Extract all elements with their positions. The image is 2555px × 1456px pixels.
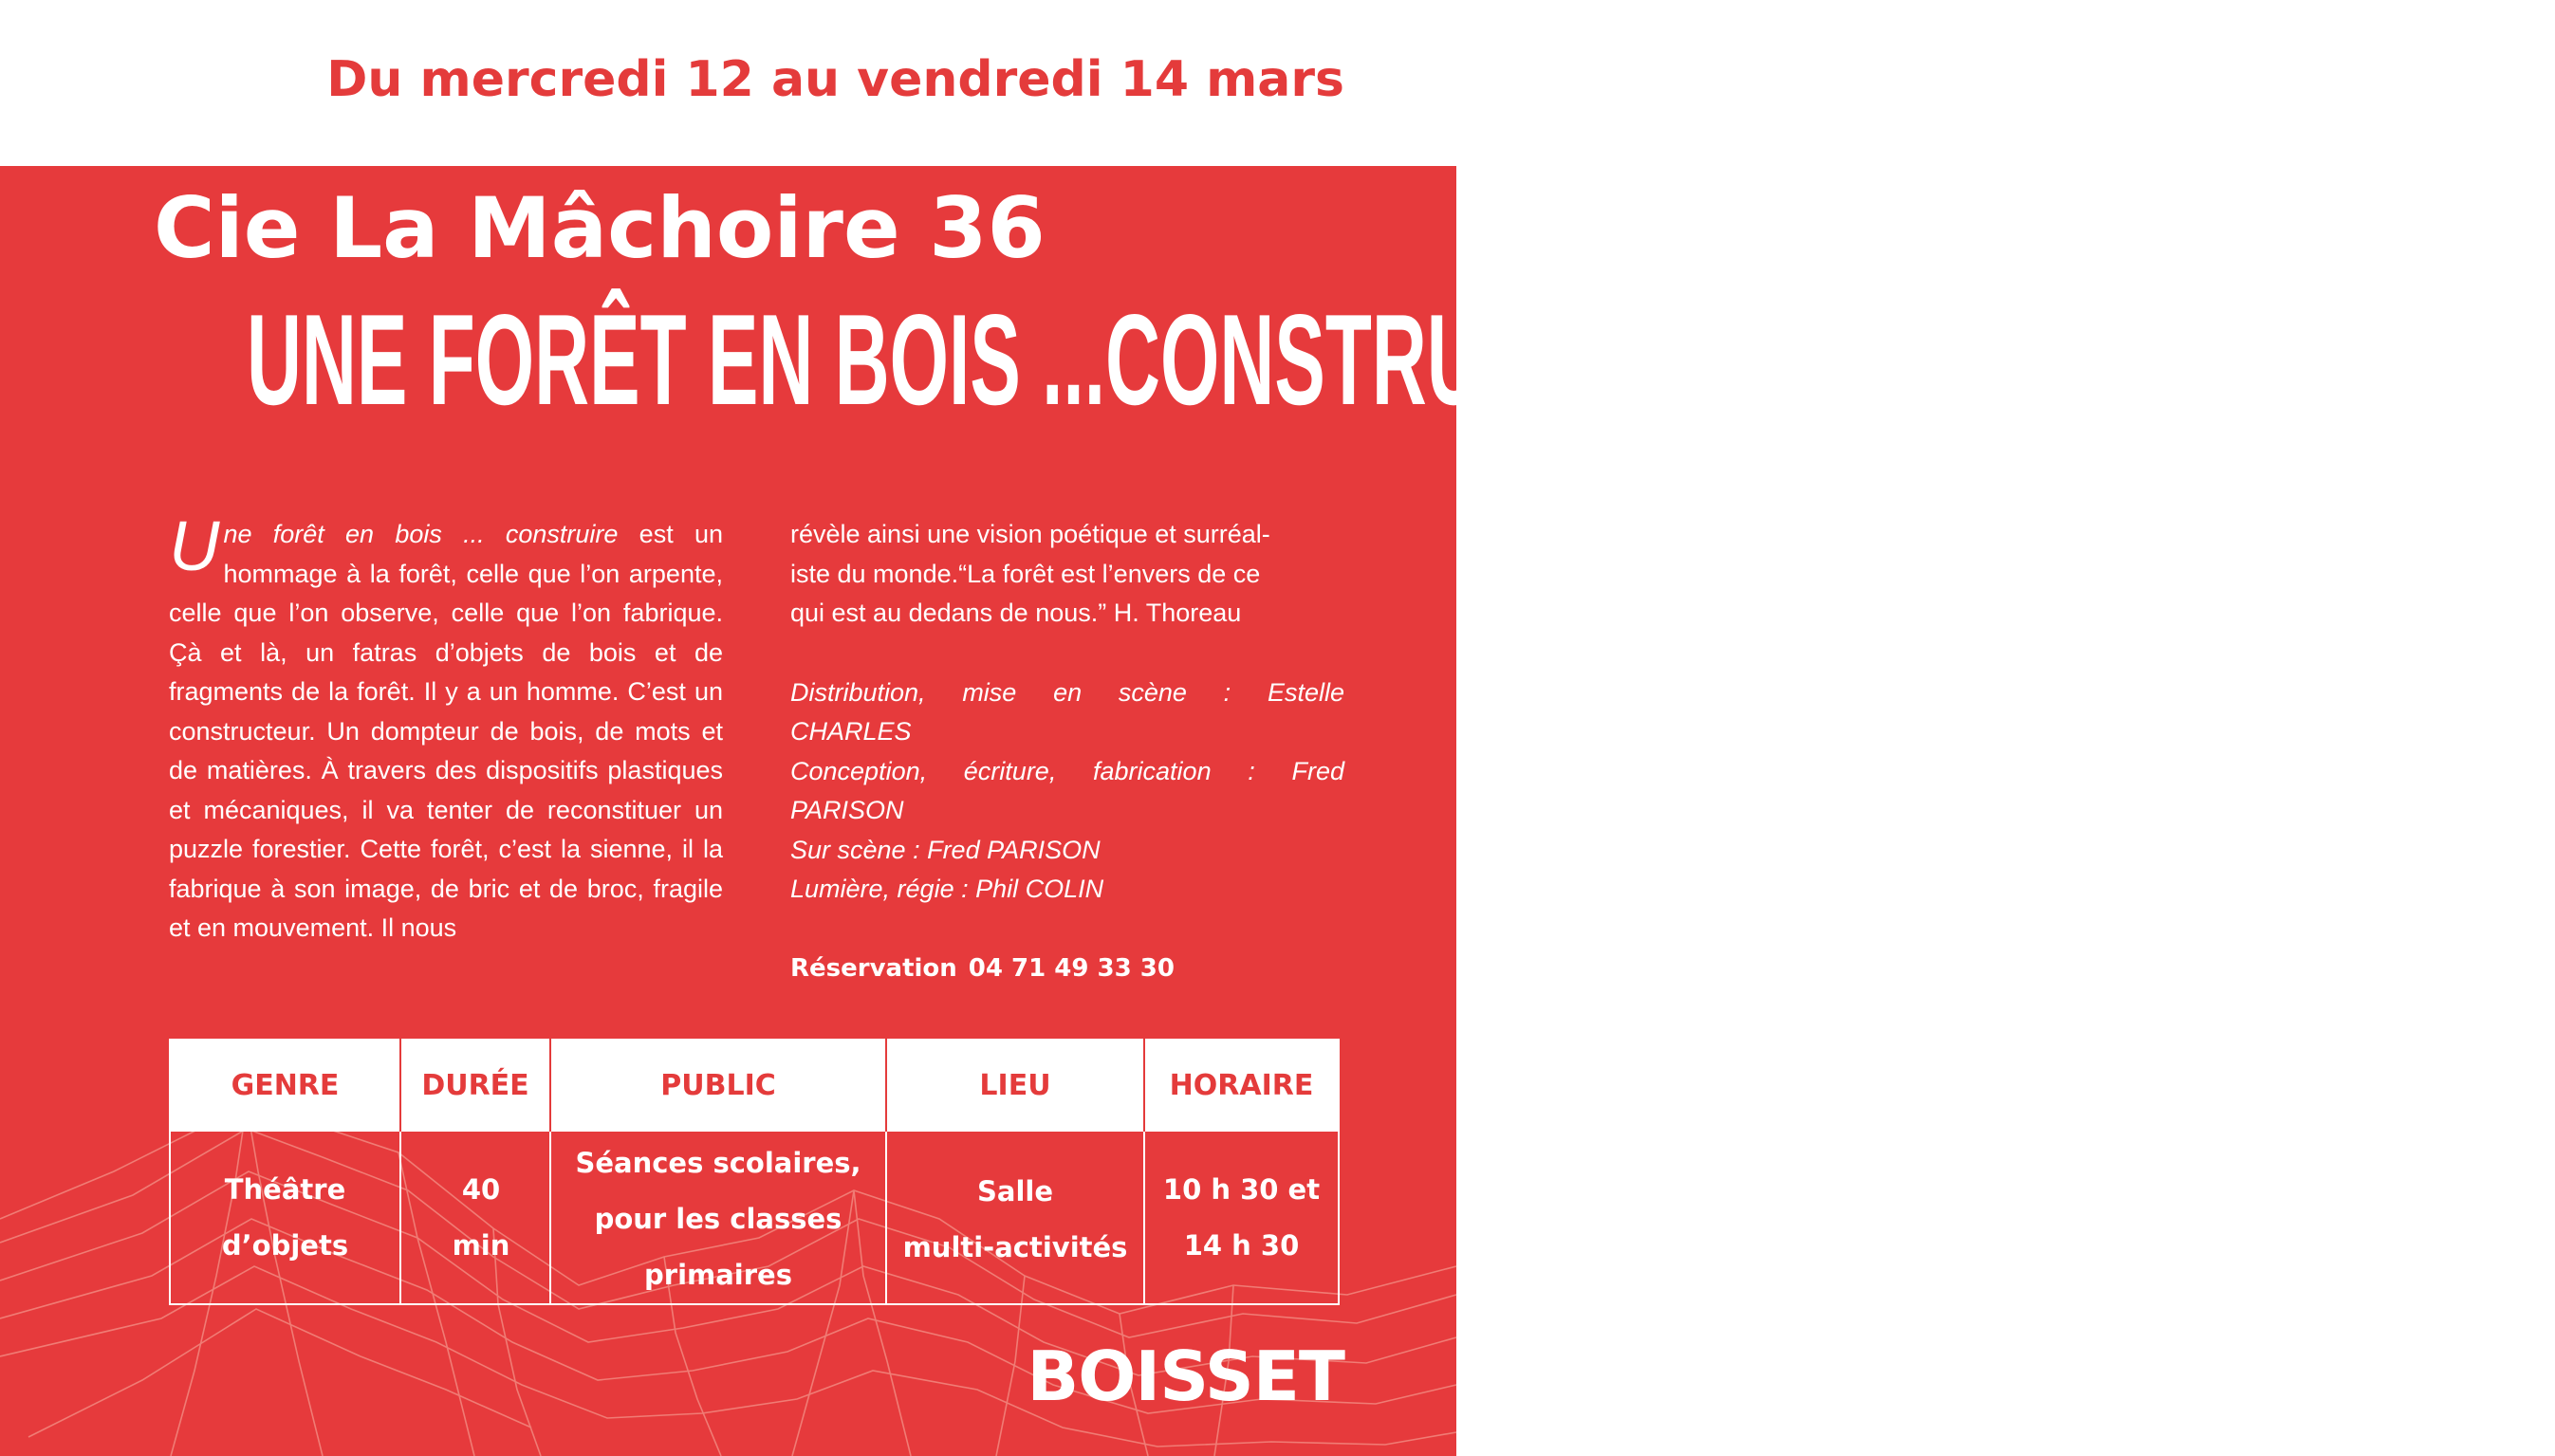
cell-duree (400, 1131, 550, 1304)
header-public: PUBLIC (550, 1040, 886, 1131)
header-duree: DURÉE (400, 1040, 550, 1131)
credit-conception-name: PARISON (790, 796, 904, 824)
reservation (790, 949, 1344, 989)
company-name: Cie La Mâchoire 36 (154, 179, 1046, 277)
header-horaire: HORAIRE (1144, 1040, 1339, 1131)
credit-conception: Conception, écriture, fabrication : Fred (790, 756, 1344, 785)
description-right-column (790, 515, 1344, 988)
cell-genre (170, 1131, 400, 1304)
header-genre: GENRE (170, 1040, 400, 1131)
duree-line-2: min (452, 1229, 510, 1262)
info-table-header-row (170, 1040, 1339, 1131)
show-title-text: UNE FORÊT EN BOIS ...CONSTRUIRE (247, 287, 1609, 432)
lieu-line-1: Salle (976, 1175, 1053, 1207)
public-line-2: pour les classes (594, 1203, 842, 1235)
genre-line-1: Théâtre (224, 1173, 346, 1206)
venue-name: BOISSET (1027, 1336, 1344, 1416)
show-title (247, 287, 1609, 432)
event-dates: Du mercredi 12 au vendredi 14 mars (326, 51, 1344, 108)
horaire-line-1: 10 h 30 et (1162, 1173, 1321, 1206)
cell-horaire (1144, 1131, 1339, 1304)
cell-lieu (886, 1131, 1144, 1304)
cell-public (550, 1131, 886, 1304)
reservation-label: Réservation (790, 953, 957, 983)
description-left-column (169, 507, 723, 949)
credits (790, 673, 1344, 910)
credit-lighting: Lumière, régie : Phil COLIN (790, 875, 1104, 903)
drop-cap: U (169, 507, 220, 585)
description-body: est un hommage à la forêt, celle que l’on arpente, celle que l’on observe, celle que l’on fabrique. Çà et là, un fatras d’objets de bois et de fragments de la forêt. Il y a un homme. C’est un constructeur. Un dompteur de bois, de mots et de matières. À travers des dispositifs plastiques et mécaniques, il va tenter de reconstituer un puzzle forestier. Cette forêt, c’est la sienne, il la fabrique à son image, de bric et de broc, fragile et en mouvement. Il nous (169, 520, 723, 942)
public-line-3: primaires (644, 1259, 792, 1291)
description-continuation-2: iste du monde.“La forêt est l’envers de ce (790, 559, 1261, 588)
credit-distribution: Distribution, mise en scène : Estelle (790, 677, 1344, 707)
reservation-phone[interactable]: 04 71 49 33 30 (968, 953, 1175, 983)
description-continuation-3: qui est au dedans de nous.” H. Thoreau (790, 599, 1242, 627)
duree-line-1: 40 (461, 1173, 501, 1206)
genre-line-2: d’objets (221, 1229, 349, 1262)
red-panel (0, 166, 1609, 1456)
header-lieu: LIEU (886, 1040, 1144, 1131)
credit-stage: Sur scène : Fred PARISON (790, 835, 1101, 864)
info-table-row (170, 1131, 1339, 1304)
description-title-italic: ne forêt en bois ... construire (223, 520, 619, 548)
lieu-line-2: multi-activités (902, 1231, 1128, 1263)
horaire-line-2: 14 h 30 (1183, 1229, 1300, 1262)
description-continuation-1: révèle ainsi une vision poétique et surréal- (790, 520, 1270, 548)
info-table (169, 1039, 1340, 1305)
credit-distribution-name: CHARLES (790, 717, 912, 746)
public-line-1: Séances scolaires, (575, 1147, 861, 1179)
